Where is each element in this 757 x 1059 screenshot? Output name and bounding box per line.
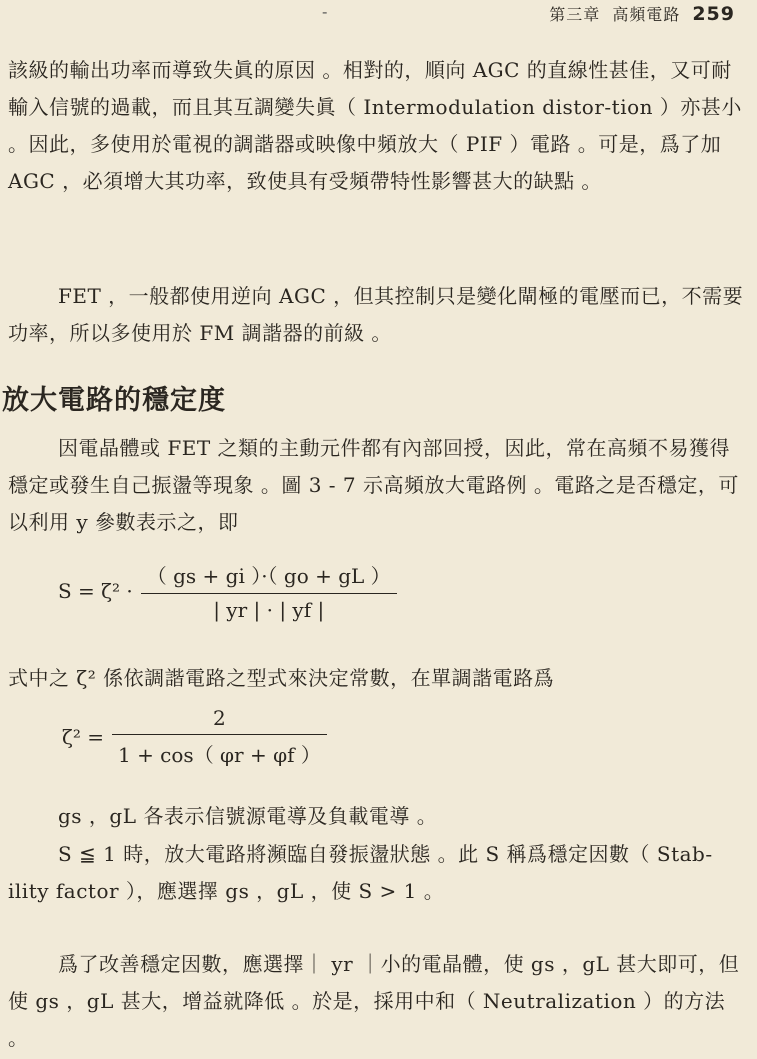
- paragraph-stability-factor: S ≦ 1 時，放大電路將瀕臨自發振盪狀態 。此 S 稱爲穩定因數（ Stab-ility factor ），應選擇 gs ，gL ，使 S > 1 。: [8, 842, 713, 903]
- formula-s-numerator: （ gs + gi ）·（ go + gL ）: [146, 564, 391, 588]
- chapter-title: 高頻電路: [612, 5, 681, 24]
- page-number: 259: [692, 3, 735, 25]
- section-heading: 放大電路的穩定度: [2, 385, 226, 416]
- zeta-formula: [62, 706, 327, 768]
- paragraph-conductance-definition: gs ，gL 各表示信號源電導及負載電導 。: [58, 804, 438, 828]
- chapter-label: 第三章: [549, 5, 601, 24]
- header-mark: -: [322, 2, 328, 21]
- formula-zeta-numerator: 2: [213, 706, 226, 730]
- formula-zeta-denominator: 1 + cos（ φr + φf ）: [112, 734, 327, 768]
- running-head: [549, 2, 735, 25]
- stability-formula: [58, 560, 397, 622]
- paragraph-fet-agc: FET ，一般都使用逆向 AGC ，但其控制只是變化閘極的電壓而已，不需要功率，所以多使用於 FM 調諧器的前級 。: [8, 284, 744, 345]
- paragraph-agc-forward: 該級的輸出功率而導致失眞的原因 。相對的，順向 AGC 的直線性甚佳，又可耐輸入信號的過載，而且其互調變失眞（ Intermodulation distor-tion ）亦甚小 。因此，多使用於電視的調諧器或映像中頻放大（ PIF ）電路 。可是，爲了加 AGC ，必須增大其功率，致使具有受頻帶特性影響甚大的缺點 。: [8, 58, 742, 193]
- paragraph-stability-intro: 因電晶體或 FET 之類的主動元件都有內部回授，因此，常在高頻不易獲得穩定或發生自己振盪等現象 。圖 3 - 7 示高頻放大電路例 。電路之是否穩定，可以利用 y 參數表示之，即: [8, 436, 739, 534]
- formula-s-denominator: | yr | · | yf |: [141, 593, 397, 622]
- formula-s-lhs: S = ζ² ·: [58, 579, 133, 603]
- formula-s-fraction: [141, 560, 397, 622]
- paragraph-zeta-definition: 式中之 ζ² 係依調諧電路之型式來決定常數，在單調諧電路爲: [8, 666, 555, 690]
- formula-zeta-lhs: ζ² =: [62, 725, 104, 749]
- paragraph-neutralization: 爲了改善穩定因數，應選擇｜ yr ｜小的電晶體，使 gs ，gL 甚大即可，但使 gs ，gL 甚大，增益就降低 。於是，採用中和（ Neutralization ）的方法 。: [8, 952, 740, 1050]
- formula-zeta-fraction: [112, 706, 327, 768]
